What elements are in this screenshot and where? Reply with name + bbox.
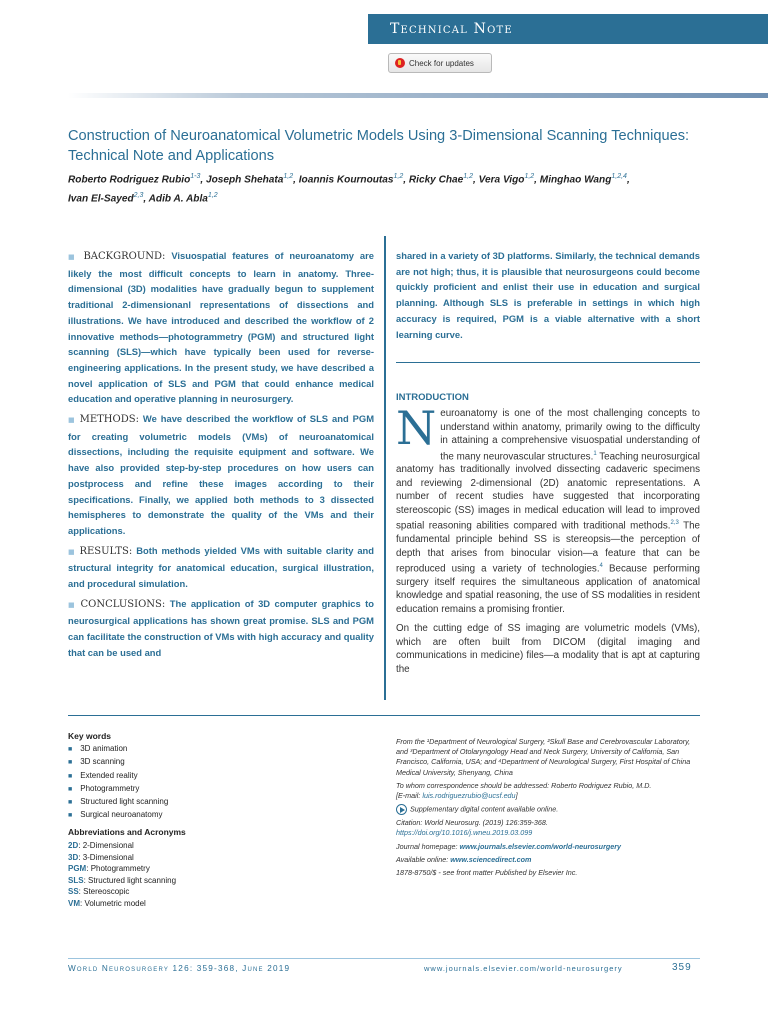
background-text: Visuospatial features of neuroanatomy are likely the most difficult concepts to learn in anatomy. Three-dimensional (3D) modalities have gradually begun to supplement traditional 2-dimensionanl representations of dissections and illustrations. We have introduced and described the workflow of 2 innovative methods—photogrammetry (PGM) and structured light scanning (SLS)—which have typically been used for reverse-engineering applications. In the present study, we have described a novel application of SLS and PGM that could enhance medical education and operative planning in neurosurgery. bbox=[68, 250, 374, 405]
page-number: 359 bbox=[672, 962, 692, 973]
article-title: Construction of Neuroanatomical Volumetric Models Using 3-Dimensional Scanning Techniques: Technical Note and Applications bbox=[68, 128, 690, 164]
abbreviations-list bbox=[68, 840, 176, 910]
ref-link[interactable]: 2,3 bbox=[670, 520, 679, 527]
journal-homepage-link[interactable]: www.journals.elsevier.com/world-neurosurgery bbox=[459, 841, 622, 851]
section-tab bbox=[368, 14, 768, 44]
conclusions-heading: ■ CONCLUSIONS: bbox=[68, 599, 165, 610]
abbreviations-heading: Abbreviations and Acronyms bbox=[68, 827, 186, 837]
author[interactable]: Adib A. Abla bbox=[148, 193, 208, 205]
results-heading: ■ RESULTS: bbox=[68, 546, 132, 557]
check-for-updates-label: Check for updates bbox=[409, 58, 474, 68]
background-heading: ■ BACKGROUND: bbox=[68, 251, 165, 262]
section-label: Technical Note bbox=[390, 21, 513, 37]
keywords-heading: Key words bbox=[68, 731, 111, 741]
introduction-body: Neuroanatomy is one of the most challenging concepts to understand within anatomy, primarily owing to the difficulty in attaining a comprehensive visuospatial understanding of the many neurovascular structures.$^1$ Teaching neurosurgical anatomy has traditionally involved dissecting cadaveric specimens and reviewing 2-dimensional (2D) anatomic representations. A number of recent studies have suggested that incorporating stereoscopic (SS) images in medical education will lead to improved spatial reasoning abilities compared with traditional methods.$^{2,3}$ The fundamental principle behind SS is stereopsis—the perception of depth that arises from binocular vision—a feature that can be reproduced using a variety of technologies.$^4$ Because performing surgery itself requires the simultaneous application of anatomical knowledge and spatial reasoning, the use of SS modalities in resident education remains a promising frontier. On the cutting edge of SS imaging are volumetric models (VMs), which are often built from DICOM (digital imaging and communications in medicine) files—a modality that is apt at capturing the bbox=[396, 401, 700, 675]
footer-journal: World Neurosurgery 126: 359-368, June 2019 bbox=[68, 964, 291, 973]
abstract-left-column bbox=[68, 248, 374, 665]
abbreviation-item: VM: Volumetric model bbox=[68, 898, 146, 908]
abbreviation-item: 2D: 2-Dimensional bbox=[68, 841, 134, 850]
author[interactable]: Joseph Shehata bbox=[205, 174, 284, 186]
citation-text: Citation: World Neurosurg. (2019) 126:359-368. bbox=[396, 818, 548, 828]
abbreviation-item: PGM: Photogrammetry bbox=[68, 864, 150, 874]
author[interactable]: Ivan El-Sayed bbox=[68, 193, 134, 205]
keyword-item: ■ 3D scanning bbox=[68, 756, 168, 769]
check-for-updates-button[interactable] bbox=[388, 53, 492, 73]
keyword-item: ■ 3D animation bbox=[68, 743, 168, 756]
supplementary-text: Supplementary digital content available online. bbox=[410, 804, 559, 814]
abbreviation-item: SS: Stereoscopic bbox=[68, 887, 130, 897]
play-icon[interactable] bbox=[396, 804, 407, 815]
affiliation-text: From the ¹Department of Neurological Surgery, ²Skull Base and Cerebrovascular Laboratory, and ³Department of Otolaryngology Head and Neck Surgery, University of California, San Francisco, California, USA; and ⁴Department of Neurological Surgery, First Hospital of China Medical University, Shenyang, China bbox=[396, 737, 691, 777]
results-text: Both methods yielded VMs with suitable clarity and structural integrity for anatomical education, surgical illustration, and procedural simulation. bbox=[68, 544, 375, 590]
ref-link[interactable]: 4 bbox=[599, 563, 603, 570]
introduction-heading: INTRODUCTION bbox=[396, 392, 469, 403]
methods-heading: ■ METHODS: bbox=[68, 414, 139, 425]
crossmark-icon bbox=[395, 58, 405, 68]
keywords-list bbox=[68, 743, 168, 823]
intro-paragraph-2: On the cutting edge of SS imaging are volumetric models (VMs), which are often built from DICOM (digital imaging and communications in medicine) files—a modality that is apt at capturing the bbox=[396, 623, 700, 675]
abstract-end-rule bbox=[396, 362, 700, 363]
ref-link[interactable]: 1 bbox=[593, 450, 597, 457]
author[interactable]: Roberto Rodriguez Rubio bbox=[68, 174, 191, 186]
keyword-item: ■ Photogrammetry bbox=[68, 783, 168, 796]
abbreviation-item: SLS: Structured light scanning bbox=[68, 875, 177, 885]
keyword-item: ■ Surgical neuroanatomy bbox=[68, 809, 168, 822]
abstract-right-column bbox=[396, 248, 700, 342]
author[interactable]: Minghao Wang bbox=[539, 174, 612, 186]
footer-rule bbox=[68, 958, 700, 959]
issn-text: 1878-8750/$ - see front matter Published by Elsevier Inc. bbox=[396, 868, 578, 878]
email-link[interactable]: luis.rodriguezrubio@ucsf.edu bbox=[422, 791, 516, 801]
abstract-divider bbox=[384, 236, 386, 700]
dropcap: N bbox=[396, 401, 437, 455]
author[interactable]: Ioannis Kournoutas bbox=[298, 174, 394, 186]
footer-url[interactable]: www.journals.elsevier.com/world-neurosurgery bbox=[424, 964, 623, 973]
sciencedirect-link[interactable]: www.sciencedirect.com bbox=[450, 854, 532, 864]
conclusions-text: The application of 3D computer graphics to neurosurgical applications has shown great promise. SLS and PGM can facilitate the construction of VMs with high accuracy and quality that can be used and bbox=[68, 597, 375, 658]
author[interactable]: Vera Vigo bbox=[478, 174, 525, 186]
author[interactable]: Ricky Chae bbox=[408, 174, 464, 186]
doi-link[interactable]: https://doi.org/10.1016/j.wneu.2019.03.099 bbox=[396, 828, 533, 838]
keyword-item: ■ Structured light scanning bbox=[68, 796, 168, 809]
frontmatter-rule bbox=[68, 715, 700, 716]
keyword-item: ■ Extended reality bbox=[68, 770, 168, 783]
top-rule bbox=[68, 93, 768, 98]
affiliations-block: From the ¹Department of Neurological Surgery, ²Skull Base and Cerebrovascular Laboratory, and ³Department of Otolaryngology Head and Neck Surgery, University of California, San Francisco, California, USA; and ⁴Department of Neurological Surgery, First Hospital of China Medical University, Shenyang, China To whom correspondence should be addressed: Roberto Rodriguez Rubio, M.D. [E-mail: luis.rodriguezrubio@ucsf.edu] Supplementary digital content available online. Citation: World Neurosurg. (2019) 126:359-368. https://doi.org/10.1016/j.wneu.2019.03.099 Journal homepage: www.journals.elsevier.com/world-neurosurgery Available online: www.sciencedirect.com 1878-8750/$ - see front matter Published by Elsevier Inc. bbox=[396, 737, 702, 881]
methods-text: We have described the workflow of SLS and PGM for creating volumetric models (VMs) of neuroanatomical dissections, including the requisite equipment and software. We have also provided step-by-step procedures on how users can postprocess and refine these images according to their specifications. Finally, we applied both methods to 3 dissected hemispheres to demonstrate the quality of the VMs and their applications. bbox=[68, 413, 374, 536]
author-list: Roberto Rodriguez Rubio$^{1-3}$, Joseph Shehata$^{1,2}$, Ioannis Kournoutas$^{1,2}$, Ricky Chae$^{1,2}$, Vera Vigo$^{1,2}$, Minghao Wang$^{1,2,4}$, Ivan El-Sayed$^{2,3}$, Adib A. Abla$^{1,2}$ bbox=[68, 173, 630, 205]
abbreviation-item: 3D: 3-Dimensional bbox=[68, 852, 134, 862]
conclusions-continued: shared in a variety of 3D platforms. Similarly, the technical demands are not high; thus, it is plausible that neurosurgeons could become quickly proficient and enlist their use in education and surgical planning. Although SLS is preferable in settings in which high accuracy is required, PGM is a viable alternative with a short learning curve. bbox=[396, 250, 700, 340]
